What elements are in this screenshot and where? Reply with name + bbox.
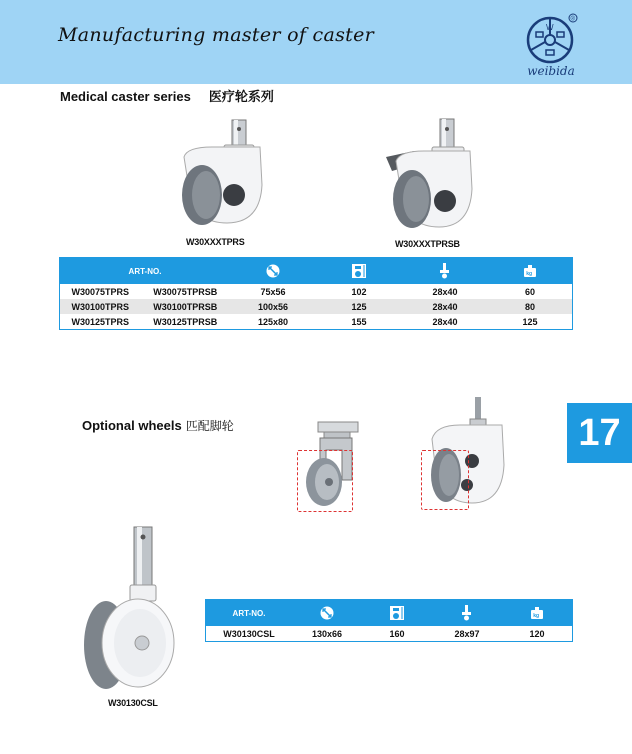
wheel-diameter-header <box>292 600 362 627</box>
table-row <box>60 299 573 314</box>
mounting-header <box>402 258 488 285</box>
height-icon <box>389 605 405 621</box>
spec-table-header <box>60 258 573 285</box>
load-header <box>502 600 573 627</box>
cell-load: 125 <box>522 316 538 327</box>
wheel-diameter-icon <box>266 264 280 278</box>
caster-image-tprsb <box>382 117 482 237</box>
cell-height: 160 <box>389 628 405 639</box>
table-row <box>206 626 573 642</box>
cell-height: 102 <box>351 286 367 297</box>
cell-art-no-brake: W30125TPRSB <box>153 316 218 327</box>
mounting-icon <box>439 263 451 279</box>
cell-art-no: W30125TPRS <box>71 316 130 327</box>
optional-wheels-title <box>82 417 234 434</box>
caption-tprsb: W30XXXTPRSB <box>395 239 460 249</box>
svg-text:kg: kg <box>533 613 540 619</box>
art-no-header: ART-NO. <box>206 600 293 627</box>
logo-letter: W <box>546 23 554 32</box>
art-no-header: ART-NO. <box>60 258 231 285</box>
caster-image-tprs <box>172 115 267 235</box>
table-row <box>60 314 573 330</box>
table-row <box>60 284 573 299</box>
brand-tagline: Manufacturing master of caster <box>58 24 375 46</box>
cell-mounting: 28x40 <box>402 299 488 314</box>
section-title-en: Medical caster series <box>60 89 191 104</box>
height-header <box>316 258 402 285</box>
cell-load: 80 <box>488 299 573 314</box>
caption-tprs: W30XXXTPRS <box>186 237 245 247</box>
wheel-diameter-icon <box>320 606 334 620</box>
optional-wheel-highlight <box>297 450 353 512</box>
height-icon <box>351 263 367 279</box>
load-header <box>488 258 573 285</box>
page-number-badge: 17 <box>567 403 632 463</box>
cell-wheel-size: 75x56 <box>260 286 286 297</box>
spec-table-medical <box>59 257 573 330</box>
optional-title-en: Optional wheels <box>82 418 182 433</box>
logo-wordmark: weibida <box>527 64 575 78</box>
cell-height: 155 <box>351 316 367 327</box>
cell-wheel-size: 130x66 <box>311 628 343 639</box>
spec-table-csl <box>205 599 573 642</box>
optional-title-cn: 匹配脚轮 <box>185 419 234 433</box>
cell-mounting: 28x40 <box>432 286 458 297</box>
cell-load: 60 <box>524 286 535 297</box>
load-icon <box>530 606 544 620</box>
caption-csl: W30130CSL <box>108 698 158 708</box>
height-header <box>362 600 432 627</box>
cell-load: 120 <box>529 628 545 639</box>
section-title <box>60 86 274 105</box>
spec-table-header <box>206 600 573 627</box>
cell-wheel-size: 125x80 <box>257 316 289 327</box>
cell-art-no: W30100TPRS <box>60 299 141 314</box>
cell-art-no-brake: W30075TPRSB <box>153 286 218 297</box>
cell-art-no-brake: W30100TPRSB <box>141 299 230 314</box>
load-icon <box>523 264 537 278</box>
cell-art-no: W30075TPRS <box>71 286 130 297</box>
cell-mounting: 28x97 <box>454 628 480 639</box>
cell-height: 125 <box>316 299 402 314</box>
wheel-diameter-header <box>230 258 316 285</box>
cell-art-no: W30130CSL <box>223 628 275 639</box>
optional-wheel-highlight <box>421 450 469 510</box>
registered-mark: ® <box>570 16 575 23</box>
mounting-icon <box>461 605 473 621</box>
cell-mounting: 28x40 <box>432 316 458 327</box>
svg-text:kg: kg <box>526 271 533 277</box>
section-title-cn: 医疗轮系列 <box>208 89 274 104</box>
caster-image-csl <box>78 525 188 695</box>
cell-wheel-size: 100x56 <box>230 299 316 314</box>
mounting-header <box>432 600 502 627</box>
page-header <box>0 0 632 84</box>
